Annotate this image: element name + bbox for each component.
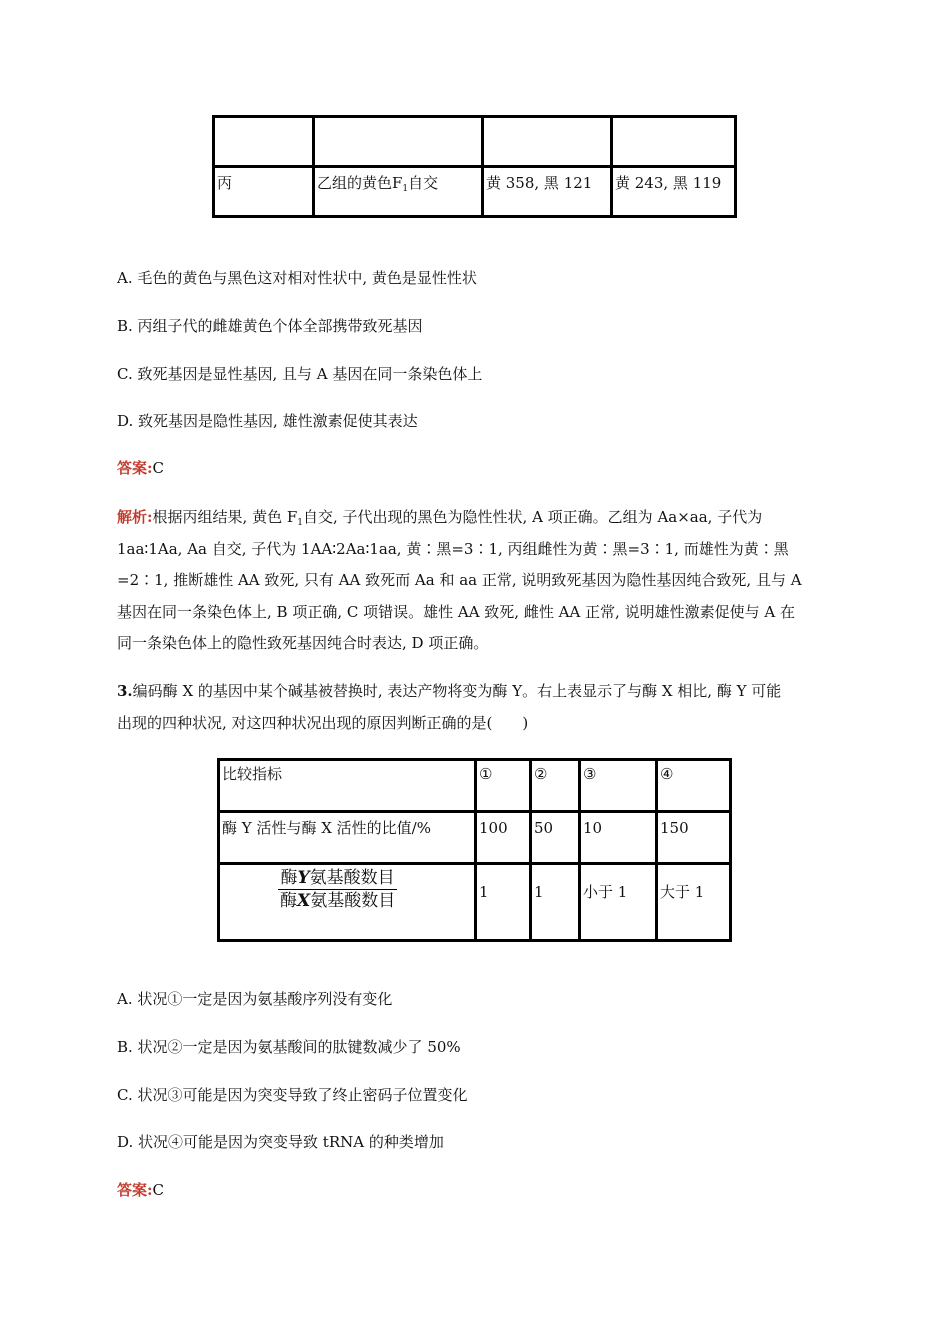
table2-header: ① xyxy=(476,760,531,812)
option-c: C. 状况③可能是因为突变导致了终止密码子位置变化 xyxy=(117,1086,468,1104)
table2-header: ② xyxy=(531,760,580,812)
table2-cell: 1 xyxy=(476,864,531,941)
question-number: 3. xyxy=(117,682,133,700)
answer-value: C xyxy=(152,459,165,477)
analysis-line: 1aa∶1Aa, Aa 自交, 子代为 1AA∶2Aa∶1aa, 黄∶黑=3∶1, 丙组雌性为黄∶黑=3∶1, 而雄性为黄∶黑 xyxy=(117,540,789,558)
analysis-line: =2∶1, 推断雄性 AA 致死, 只有 AA 致死而 Aa 和 aa 正常, 说明致死基因为隐性基因纯合致死, 且与 A xyxy=(117,571,802,589)
analysis-line: 基因在同一条染色体上, B 项正确, C 项错误。雄性 AA 致死, 雌性 AA 正常, 说明雄性激素促使与 A 在 xyxy=(117,603,795,621)
cross-result-table xyxy=(212,115,737,218)
table1-cell xyxy=(214,117,314,167)
analysis-label: 解析: xyxy=(117,508,153,526)
answer-label: 答案: xyxy=(117,459,153,477)
table2-cell: 100 xyxy=(476,812,531,864)
enzyme-comparison-table xyxy=(217,758,732,942)
table2-cell: 小于 1 xyxy=(580,864,657,941)
question-3-stem-cont: 出现的四种状况, 对这四种状况出现的原因判断正确的是( ) xyxy=(117,714,529,732)
answer xyxy=(117,1180,164,1200)
table1-cell: 黄 243, 黑 119 xyxy=(612,167,736,217)
amino-acid-ratio-fraction: $\frac{\text{酶Y氨基酸数目}}{\text{酶X氨基酸数目}}$ xyxy=(219,864,476,941)
table1-cell: 黄 358, 黑 121 xyxy=(483,167,612,217)
analysis-line: 同一条染色体上的隐性致死基因纯合时表达, D 项正确。 xyxy=(117,634,489,652)
option-d: D. 状况④可能是因为突变导致 tRNA 的种类增加 xyxy=(117,1133,444,1151)
table2-cell: 150 xyxy=(657,812,731,864)
table2-cell: 大于 1 xyxy=(657,864,731,941)
option-b: B. 状况②一定是因为氨基酸间的肽键数减少了 50% xyxy=(117,1038,461,1056)
table2-header: ③ xyxy=(580,760,657,812)
table1-cell xyxy=(483,117,612,167)
table1-cell xyxy=(314,117,483,167)
option-a: A. 毛色的黄色与黑色这对相对性状中, 黄色是显性性状 xyxy=(117,269,477,287)
answer-value: C xyxy=(152,1181,165,1199)
answer-label: 答案: xyxy=(117,1181,153,1199)
option-d: D. 致死基因是隐性基因, 雄性激素促使其表达 xyxy=(117,412,418,430)
table1-cell-cross: 乙组的黄色$F_1$自交 xyxy=(314,167,483,217)
table2-cell: 1 xyxy=(531,864,580,941)
option-c: C. 致死基因是显性基因, 且与 A 基因在同一条染色体上 xyxy=(117,365,483,383)
table2-cell: 酶 Y 活性与酶 X 活性的比值/% xyxy=(219,812,476,864)
table2-header: ④ xyxy=(657,760,731,812)
table2-cell: 10 xyxy=(580,812,657,864)
option-b: B. 丙组子代的雌雄黄色个体全部携带致死基因 xyxy=(117,317,423,335)
question-3-stem: 3.编码酶 X 的基因中某个碱基被替换时, 表达产物将变为酶 Y。右上表显示了与酶 X 相比, 酶 Y 可能 xyxy=(117,682,782,700)
answer xyxy=(117,458,164,478)
option-a: A. 状况①一定是因为氨基酸序列没有变化 xyxy=(117,990,393,1008)
analysis-line: 解析:根据丙组结果, 黄色 $F_1$自交, 子代出现的黑色为隐性性状, A 项正确。乙组为 Aa×aa, 子代为 xyxy=(117,508,763,528)
table2-header: 比较指标 xyxy=(219,760,476,812)
table2-cell: 50 xyxy=(531,812,580,864)
table1-cell: 丙 xyxy=(214,167,314,217)
table1-cell xyxy=(612,117,736,167)
